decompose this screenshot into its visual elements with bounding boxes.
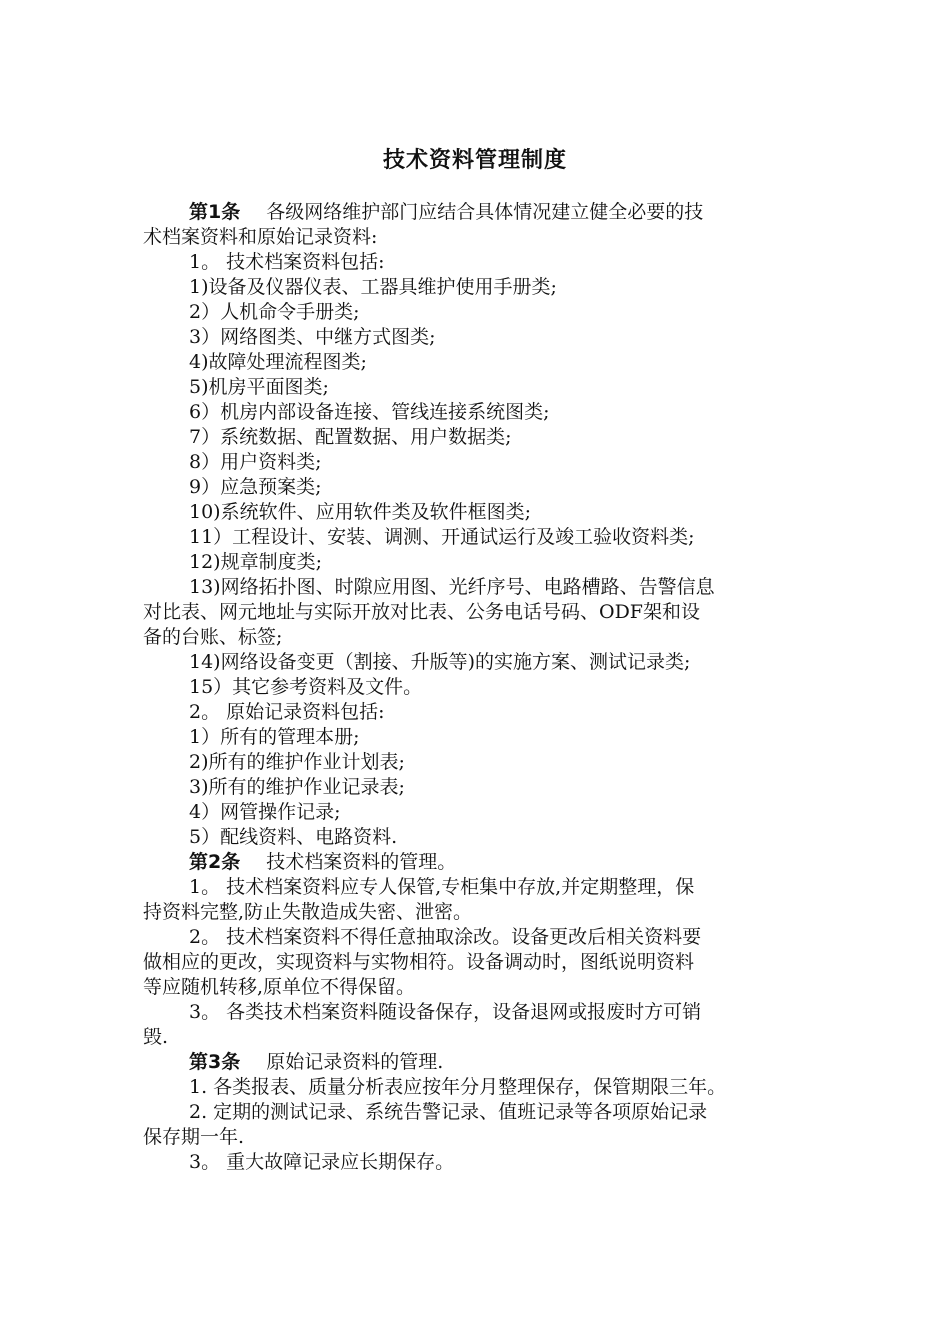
article-2-p3-line-2: 毁. bbox=[143, 1026, 169, 1048]
list-item: 5）配线资料、电路资料. bbox=[189, 826, 398, 848]
article-2-p2-line-1: 2。 技术档案资料不得任意抽取涂改。设备更改后相关资料要 bbox=[189, 926, 702, 948]
list-item: 1）所有的管理本册; bbox=[189, 726, 360, 748]
list-item: 1)设备及仪器仪表、工器具维护使用手册类; bbox=[189, 276, 557, 298]
list-item-15: 15）其它参考资料及文件。 bbox=[189, 676, 423, 698]
list-item-14: 14)网络设备变更（割接、升版等)的实施方案、测试记录类; bbox=[189, 651, 691, 673]
article-2-heading: 第2条 bbox=[189, 851, 241, 873]
list-item: 3)所有的维护作业记录表; bbox=[189, 776, 405, 798]
list-item: 6）机房内部设备连接、管线连接系统图类; bbox=[189, 401, 550, 423]
list-item: 8）用户资料类; bbox=[189, 451, 322, 473]
article-3-p2-line-1: 2. 定期的测试记录、系统告警记录、值班记录等各项原始记录 bbox=[189, 1101, 708, 1123]
list-item: 4）网管操作记录; bbox=[189, 801, 341, 823]
article-2-p1-line-2: 持资料完整,防止失散造成失密、泄密。 bbox=[143, 901, 473, 923]
article-2-line bbox=[143, 850, 815, 875]
article-2-p3-line-1: 3。 各类技术档案资料随设备保存，设备退网或报废时方可销 bbox=[189, 1001, 702, 1023]
article-2-p2-line-3: 等应随机转移,原单位不得保留。 bbox=[143, 976, 416, 998]
document-body bbox=[143, 200, 815, 1175]
article-1-line-1 bbox=[143, 200, 815, 225]
article-2-p1-line-1: 1。 技术档案资料应专人保管,专柜集中存放,并定期整理，保 bbox=[189, 876, 695, 898]
list-item: 4)故障处理流程图类; bbox=[189, 351, 367, 373]
list-item-13-line-2: 对比表、网元地址与实际开放对比表、公务电话号码、ODF架和设 bbox=[143, 601, 700, 623]
list-item: 9）应急预案类; bbox=[189, 476, 322, 498]
list-item: 2）人机命令手册类; bbox=[189, 301, 360, 323]
article-1-line-2: 术档案资料和原始记录资料: bbox=[143, 226, 378, 248]
article-3-line bbox=[143, 1050, 815, 1075]
section-1-heading: 1。 技术档案资料包括: bbox=[189, 251, 385, 273]
article-3-heading: 第3条 bbox=[189, 1051, 241, 1073]
article-3-text: 原始记录资料的管理. bbox=[266, 1051, 444, 1073]
article-2-text: 技术档案资料的管理。 bbox=[266, 851, 457, 873]
list-item-13-line-1: 13)网络拓扑图、时隙应用图、光纤序号、电路槽路、告警信息 bbox=[189, 576, 715, 598]
list-item: 3）网络图类、中继方式图类; bbox=[189, 326, 436, 348]
document-title: 技术资料管理制度 bbox=[382, 148, 567, 173]
list-item: 12)规章制度类; bbox=[189, 551, 322, 573]
list-item: 2)所有的维护作业计划表; bbox=[189, 751, 405, 773]
list-item: 10)系统软件、应用软件类及软件框图类; bbox=[189, 501, 531, 523]
article-2-p2-line-2: 做相应的更改，实现资料与实物相符。设备调动时，图纸说明资料 bbox=[143, 951, 695, 973]
article-1-text: 各级网络维护部门应结合具体情况建立健全必要的技 bbox=[266, 201, 704, 223]
article-1-heading: 第1条 bbox=[189, 201, 241, 223]
article-3-p3: 3。 重大故障记录应长期保存。 bbox=[189, 1151, 455, 1173]
article-3-p2-line-2: 保存期一年. bbox=[143, 1126, 245, 1148]
section-2-heading: 2。 原始记录资料包括: bbox=[189, 701, 385, 723]
list-item: 11）工程设计、安装、调测、开通试运行及竣工验收资料类; bbox=[189, 526, 695, 548]
list-item: 7）系统数据、配置数据、用户数据类; bbox=[189, 426, 512, 448]
list-item-13-line-3: 备的台账、标签; bbox=[143, 626, 283, 648]
list-item: 5)机房平面图类; bbox=[189, 376, 329, 398]
article-3-p1: 1. 各类报表、质量分析表应按年分月整理保存，保管期限三年。 bbox=[189, 1076, 727, 1098]
